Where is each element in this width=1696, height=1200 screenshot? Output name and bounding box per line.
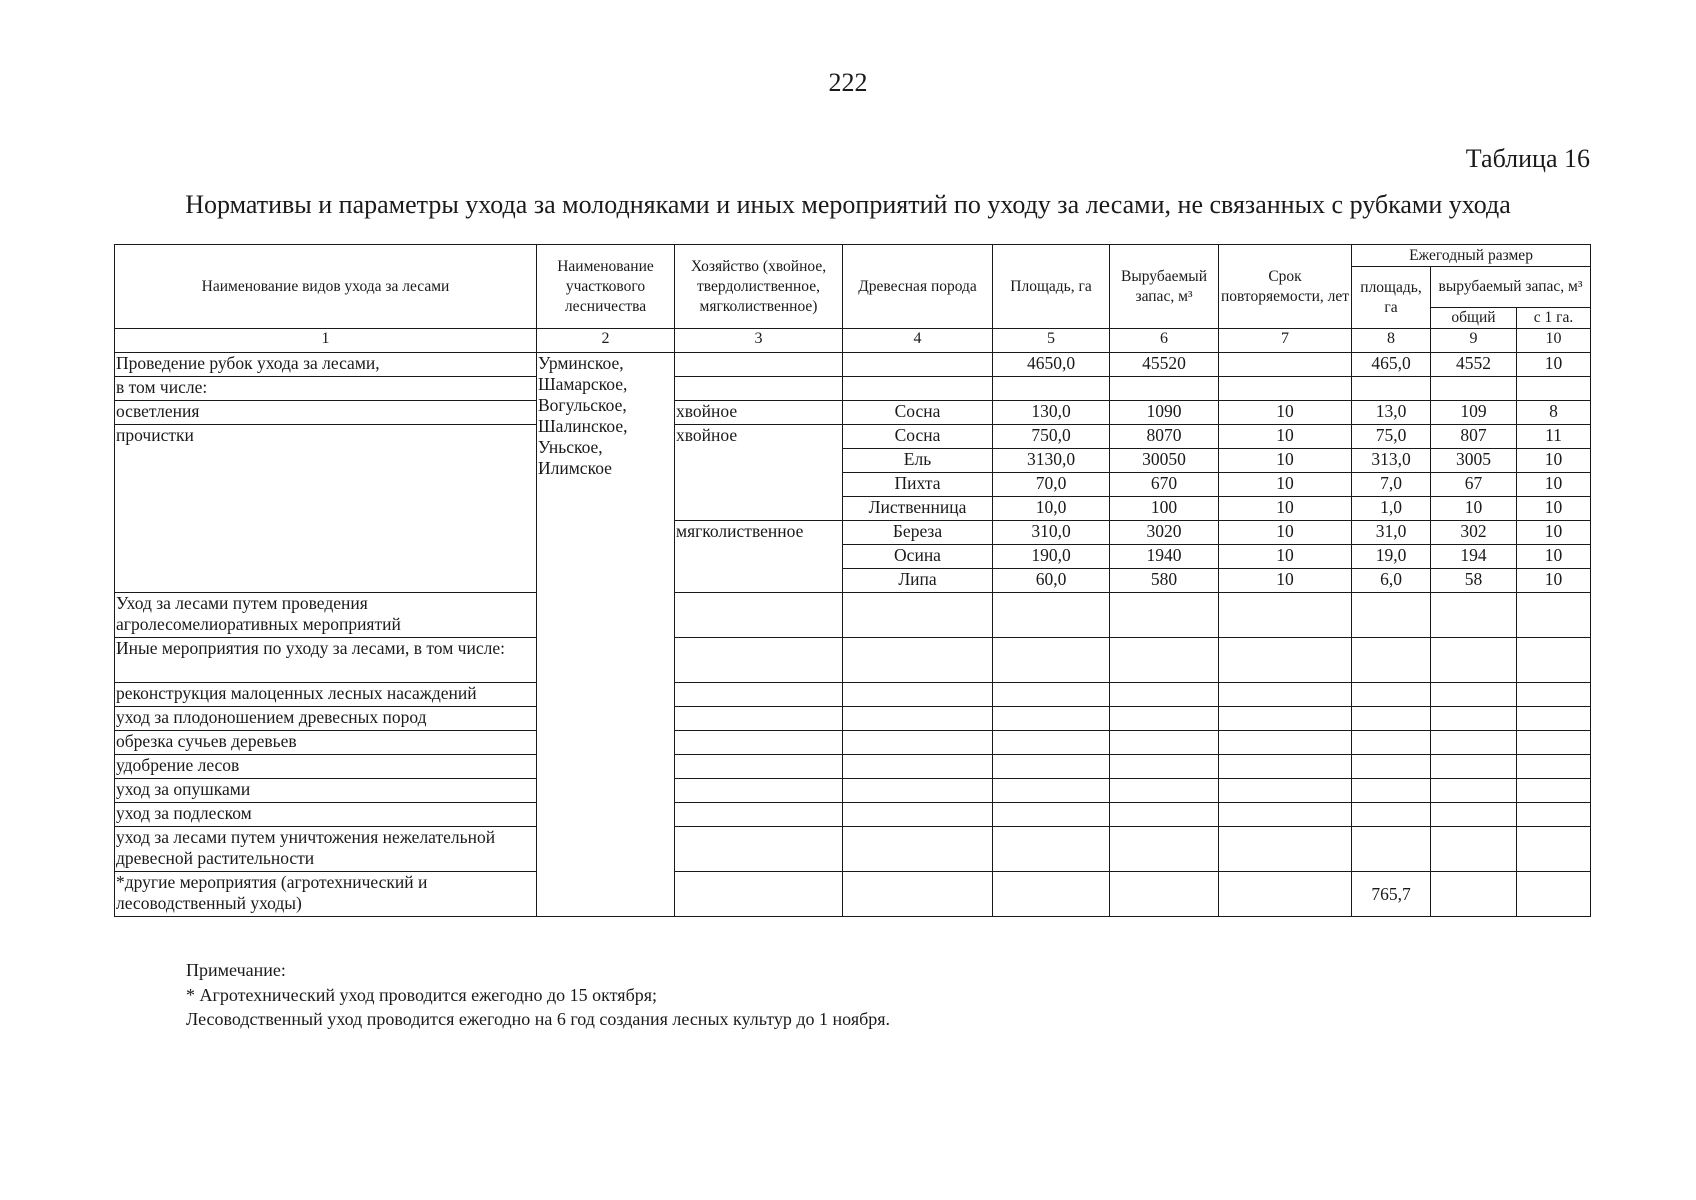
empty-cell	[993, 377, 1110, 401]
empty-cell	[1431, 707, 1517, 731]
annual-per-ha-cell: 10	[1517, 473, 1591, 497]
period-cell: 10	[1219, 401, 1352, 425]
annual-per-ha-cell: 10	[1517, 449, 1591, 473]
species-cell: Сосна	[843, 401, 993, 425]
empty-cell	[1219, 803, 1352, 827]
empty-cell	[1352, 779, 1431, 803]
empty-cell	[1219, 707, 1352, 731]
column-number: 2	[537, 329, 675, 353]
table-row-other	[115, 683, 1591, 707]
empty-cell	[1352, 755, 1431, 779]
species-cell: Лиственница	[843, 497, 993, 521]
empty-cell	[1517, 683, 1591, 707]
stock-cell: 580	[1110, 569, 1219, 593]
annual-total-cell: 4552	[1431, 353, 1517, 377]
header-annual-per-ha: с 1 га.	[1517, 308, 1591, 329]
empty-cell	[993, 827, 1110, 872]
empty-cell	[675, 779, 843, 803]
annual-area-cell: 6,0	[1352, 569, 1431, 593]
empty-cell	[1219, 827, 1352, 872]
empty-cell	[1110, 683, 1219, 707]
care-type-cell: Проведение рубок ухода за лесами,	[115, 353, 537, 377]
annual-per-ha-cell: 10	[1517, 521, 1591, 545]
empty-cell	[843, 377, 993, 401]
header-stock: Вырубаемый запас, м³	[1110, 245, 1219, 329]
empty-cell	[1431, 755, 1517, 779]
empty-cell	[993, 779, 1110, 803]
table-row-thinning-total	[115, 353, 1591, 377]
empty-cell	[1517, 779, 1591, 803]
empty-cell	[675, 731, 843, 755]
annual-per-ha-cell: 10	[1517, 545, 1591, 569]
header-forestry: Наименование участкового лесничества	[537, 245, 675, 329]
species-cell: Осина	[843, 545, 993, 569]
empty-cell	[1517, 827, 1591, 872]
empty-cell	[1352, 638, 1431, 683]
empty-cell	[1431, 377, 1517, 401]
header-care-type: Наименование видов ухода за лесами	[115, 245, 537, 329]
empty-cell	[675, 872, 843, 917]
notes	[186, 958, 890, 1032]
empty-cell	[675, 803, 843, 827]
annual-total-cell: 302	[1431, 521, 1517, 545]
column-number: 6	[1110, 329, 1219, 353]
annual-per-ha-cell: 8	[1517, 401, 1591, 425]
empty-cell	[1517, 707, 1591, 731]
care-type-cell: прочистки	[115, 425, 537, 593]
empty-cell	[1219, 683, 1352, 707]
annual-total-cell: 10	[1431, 497, 1517, 521]
empty-cell	[1517, 755, 1591, 779]
annual-total-cell: 807	[1431, 425, 1517, 449]
empty-cell	[1517, 731, 1591, 755]
annual-total-cell: 194	[1431, 545, 1517, 569]
annual-area-cell: 1,0	[1352, 497, 1431, 521]
annual-per-ha-cell: 10	[1517, 353, 1591, 377]
area-cell: 4650,0	[993, 353, 1110, 377]
empty-cell	[843, 803, 993, 827]
header-economy: Хозяйство (хвойное, твердолиственное, мягколиственное)	[675, 245, 843, 329]
empty-cell	[1517, 593, 1591, 638]
empty-cell	[1431, 731, 1517, 755]
care-type-cell: Уход за лесами путем проведения агролесомелиоративных мероприятий	[115, 593, 537, 638]
empty-cell	[1110, 731, 1219, 755]
column-number: 8	[1352, 329, 1431, 353]
empty-cell	[1431, 593, 1517, 638]
care-type-cell: уход за плодоношением древесных пород	[115, 707, 537, 731]
period-cell: 10	[1219, 521, 1352, 545]
empty-cell	[1517, 803, 1591, 827]
empty-cell	[993, 638, 1110, 683]
table-row-other	[115, 803, 1591, 827]
annual-area-cell: 19,0	[1352, 545, 1431, 569]
stock-cell: 8070	[1110, 425, 1219, 449]
table-row-other	[115, 731, 1591, 755]
stock-cell: 3020	[1110, 521, 1219, 545]
header-annual-cut-stock: вырубаемый запас, м³	[1431, 267, 1591, 308]
column-number: 5	[993, 329, 1110, 353]
empty-cell	[1110, 803, 1219, 827]
column-number: 10	[1517, 329, 1591, 353]
empty-cell	[843, 827, 993, 872]
empty-cell	[1219, 872, 1352, 917]
empty-cell	[843, 593, 993, 638]
empty-cell	[1110, 872, 1219, 917]
empty-cell	[675, 353, 843, 377]
notes-heading: Примечание:	[186, 960, 286, 980]
empty-cell	[1110, 593, 1219, 638]
annual-total-cell: 58	[1431, 569, 1517, 593]
empty-cell	[1352, 593, 1431, 638]
species-cell: Пихта	[843, 473, 993, 497]
column-number: 3	[675, 329, 843, 353]
header-species: Древесная порода	[843, 245, 993, 329]
empty-cell	[1352, 683, 1431, 707]
empty-cell	[1517, 872, 1591, 917]
empty-cell	[1219, 353, 1352, 377]
empty-cell	[843, 707, 993, 731]
table-row-including	[115, 377, 1591, 401]
forestry-cell: Урминское, Шамарское, Вогульское, Шалинское, Уньское, Илимское	[537, 353, 675, 917]
including-label: в том числе:	[115, 377, 537, 401]
annual-area-cell: 31,0	[1352, 521, 1431, 545]
area-cell: 3130,0	[993, 449, 1110, 473]
empty-cell	[1352, 731, 1431, 755]
header-annual-total: общий	[1431, 308, 1517, 329]
norms-table	[114, 244, 1591, 917]
empty-cell	[1219, 377, 1352, 401]
empty-cell	[1352, 707, 1431, 731]
empty-cell	[1517, 377, 1591, 401]
area-cell: 190,0	[993, 545, 1110, 569]
empty-cell	[843, 755, 993, 779]
empty-cell	[1352, 377, 1431, 401]
care-type-cell: Иные мероприятия по уходу за лесами, в том числе:	[115, 638, 537, 683]
empty-cell	[1517, 638, 1591, 683]
empty-cell	[993, 731, 1110, 755]
care-type-cell: обрезка сучьев деревьев	[115, 731, 537, 755]
empty-cell	[1219, 755, 1352, 779]
table-row-prochistki	[115, 425, 1591, 449]
period-cell: 10	[1219, 545, 1352, 569]
annual-total-cell: 67	[1431, 473, 1517, 497]
empty-cell	[1431, 683, 1517, 707]
empty-cell	[675, 593, 843, 638]
care-type-cell: удобрение лесов	[115, 755, 537, 779]
empty-cell	[1431, 779, 1517, 803]
empty-cell	[1110, 755, 1219, 779]
empty-cell	[843, 731, 993, 755]
header-annual-area: площадь, га	[1352, 267, 1431, 329]
annual-per-ha-cell: 10	[1517, 569, 1591, 593]
area-cell: 750,0	[993, 425, 1110, 449]
period-cell: 10	[1219, 449, 1352, 473]
empty-cell	[1219, 731, 1352, 755]
empty-cell	[1110, 707, 1219, 731]
period-cell: 10	[1219, 497, 1352, 521]
empty-cell	[1431, 638, 1517, 683]
table-row-other	[115, 707, 1591, 731]
stock-cell: 100	[1110, 497, 1219, 521]
empty-cell	[993, 593, 1110, 638]
table-row-other	[115, 755, 1591, 779]
annual-area-cell: 465,0	[1352, 353, 1431, 377]
empty-cell	[993, 755, 1110, 779]
period-cell: 10	[1219, 425, 1352, 449]
area-cell: 70,0	[993, 473, 1110, 497]
empty-cell	[675, 755, 843, 779]
area-cell: 310,0	[993, 521, 1110, 545]
empty-cell	[1219, 593, 1352, 638]
empty-cell	[1352, 827, 1431, 872]
economy-cell: хвойное	[675, 425, 843, 521]
annual-total-cell: 3005	[1431, 449, 1517, 473]
empty-cell	[675, 707, 843, 731]
care-type-cell: уход за опушками	[115, 779, 537, 803]
header-period: Срок повторяемости, лет	[1219, 245, 1352, 329]
care-type-cell: уход за лесами путем уничтожения нежелательной древесной растительности	[115, 827, 537, 872]
annual-area-cell: 765,7	[1352, 872, 1431, 917]
empty-cell	[675, 638, 843, 683]
stock-cell: 1940	[1110, 545, 1219, 569]
stock-cell: 670	[1110, 473, 1219, 497]
species-cell: Береза	[843, 521, 993, 545]
table-row-osvetlenie	[115, 401, 1591, 425]
empty-cell	[843, 638, 993, 683]
economy-cell: хвойное	[675, 401, 843, 425]
care-type-cell: *другие мероприятия (агротехнический и лесоводственный уходы)	[115, 872, 537, 917]
period-cell: 10	[1219, 473, 1352, 497]
period-cell: 10	[1219, 569, 1352, 593]
annual-area-cell: 7,0	[1352, 473, 1431, 497]
header-annual-size: Ежегодный размер	[1352, 245, 1591, 267]
table-label: Таблица 16	[1465, 144, 1590, 173]
stock-cell: 1090	[1110, 401, 1219, 425]
area-cell: 10,0	[993, 497, 1110, 521]
empty-cell	[675, 377, 843, 401]
annual-area-cell: 75,0	[1352, 425, 1431, 449]
empty-cell	[843, 683, 993, 707]
empty-cell	[1110, 638, 1219, 683]
empty-cell	[675, 683, 843, 707]
page-number: 222	[828, 68, 868, 97]
annual-per-ha-cell: 11	[1517, 425, 1591, 449]
care-type-cell: осветления	[115, 401, 537, 425]
empty-cell	[993, 872, 1110, 917]
table-row-other	[115, 827, 1591, 872]
empty-cell	[993, 803, 1110, 827]
species-cell: Сосна	[843, 425, 993, 449]
column-number: 4	[843, 329, 993, 353]
empty-cell	[1110, 827, 1219, 872]
empty-cell	[1219, 779, 1352, 803]
table-row-other	[115, 593, 1591, 638]
stock-cell: 30050	[1110, 449, 1219, 473]
empty-cell	[843, 872, 993, 917]
empty-cell	[1219, 638, 1352, 683]
column-number: 9	[1431, 329, 1517, 353]
species-cell: Липа	[843, 569, 993, 593]
empty-cell	[993, 683, 1110, 707]
annual-area-cell: 13,0	[1352, 401, 1431, 425]
header-area: Площадь, га	[993, 245, 1110, 329]
column-number: 7	[1219, 329, 1352, 353]
table-row-other	[115, 872, 1591, 917]
empty-cell	[1352, 803, 1431, 827]
stock-cell: 45520	[1110, 353, 1219, 377]
annual-per-ha-cell: 10	[1517, 497, 1591, 521]
empty-cell	[1431, 872, 1517, 917]
notes-line: Лесоводственный уход проводится ежегодно на 6 год создания лесных культур до 1 ноября.	[186, 1009, 891, 1029]
empty-cell	[1431, 827, 1517, 872]
column-number: 1	[115, 329, 537, 353]
empty-cell	[843, 353, 993, 377]
species-cell: Ель	[843, 449, 993, 473]
empty-cell	[1431, 803, 1517, 827]
area-cell: 130,0	[993, 401, 1110, 425]
annual-total-cell: 109	[1431, 401, 1517, 425]
area-cell: 60,0	[993, 569, 1110, 593]
annual-area-cell: 313,0	[1352, 449, 1431, 473]
empty-cell	[1110, 779, 1219, 803]
document-title: Нормативы и параметры ухода за молодняками и иных мероприятий по уходу за лесами, не связанных с рубками ухода	[185, 190, 1511, 219]
economy-cell: мягколиственное	[675, 521, 843, 593]
empty-cell	[993, 707, 1110, 731]
notes-line: * Агротехнический уход проводится ежегодно до 15 октября;	[186, 984, 658, 1005]
empty-cell	[675, 827, 843, 872]
care-type-cell: реконструкция малоценных лесных насаждений	[115, 683, 537, 707]
empty-cell	[1110, 377, 1219, 401]
table-row-other	[115, 638, 1591, 683]
table-row-other	[115, 779, 1591, 803]
care-type-cell: уход за подлеском	[115, 803, 537, 827]
column-numbers-row	[115, 329, 1591, 353]
empty-cell	[843, 779, 993, 803]
